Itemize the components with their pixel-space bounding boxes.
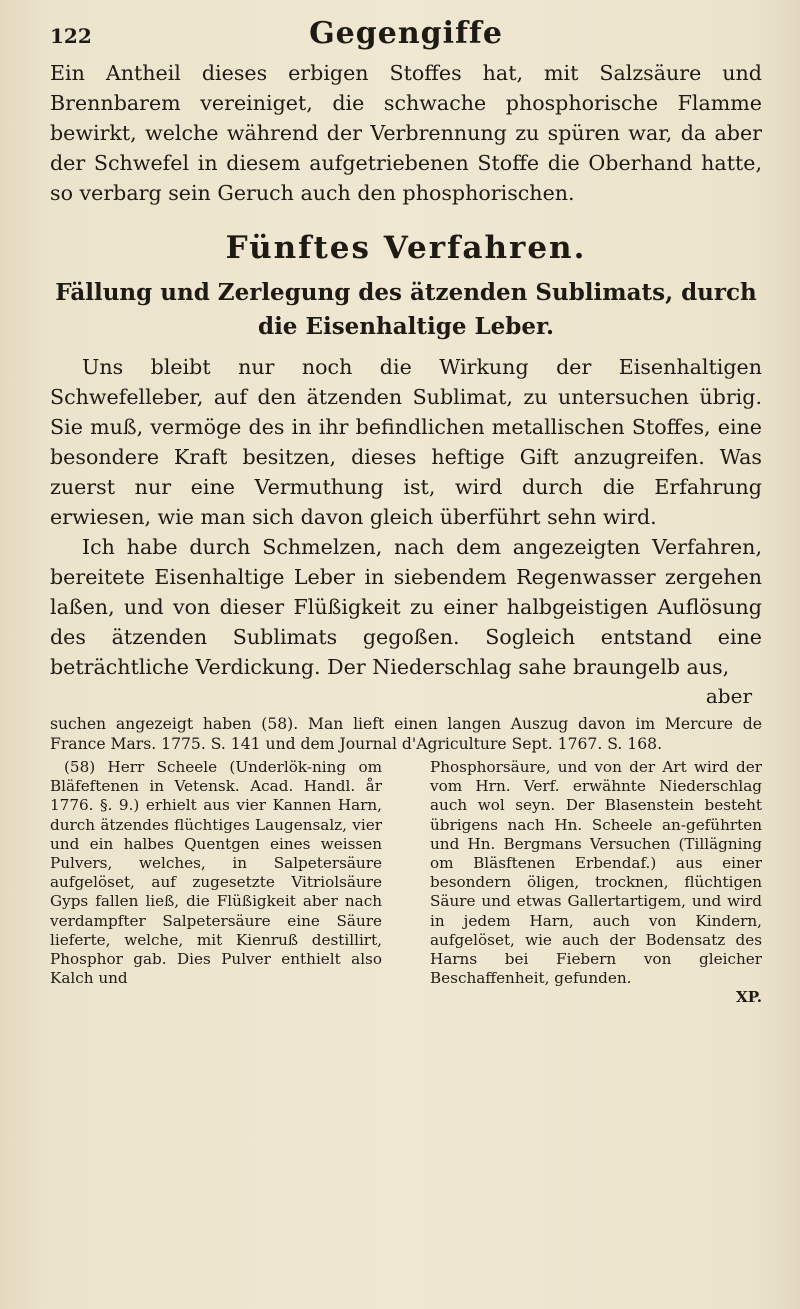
paragraph-2: Ich habe durch Schmelzen, nach dem angezeigten Verfahren, bereitete Eisenhaltige Leber in siebendem Regenwasser zergehen laßen, und von dieser Flüßigkeit zu einer halbgeistigen Auflösung des ätzenden Sublimats gegoßen. Sogleich entstand eine beträchtliche Verdickung. Der Niederschlag sahe braungelb aus, xyxy=(50,535,762,679)
footnote-right-column xyxy=(430,758,762,1008)
paragraph-1: Uns bleibt nur noch die Wirkung der Eisenhaltigen Schwefelleber, auf den ätzenden Sublimat, zu untersuchen übrig. Sie muß, vermöge des in ihr befindlichen metallischen Stoffes, eine besondere Kraft besitzen, dieses heftige Gift anzugreifen. Was zuerst nur eine Vermuthung ist, wird durch die Erfahrung erwiesen, wie man sich davon gleich überführt sehn wird. xyxy=(50,355,762,529)
section-subheading: Fällung und Zerlegung des ätzenden Sublimats, durch die Eisenhaltige Leber. xyxy=(55,279,757,340)
footnote-signature: XP. xyxy=(736,988,762,1007)
section-heading: Fünftes Verfahren. xyxy=(225,230,587,266)
footnote-58 xyxy=(50,758,762,1008)
footnote-right-text: Phosphorsäure, und von der Art wird der vom Hrn. Verf. erwähnte Niederschlag auch wol seyn. Der Blasenstein besteht übrigens nach Hn. Scheele an-geführten und Hn. Bergmans Versuchen (Tillägning om Bläsftenen Erbendaf.) aus einer besondern öligen, trocknen, flüchtigen Säure und etwas Gallertartigem, und wird in jedem Harn, auch von Kindern, aufgelöset, wie auch der Bodensatz des Harns bei Fiebern von gleicher Beschaffenheit, gefunden. xyxy=(430,758,762,988)
footnote-continuation: suchen angezeigt haben (58). Man lieft einen langen Auszug davon im Mercure de France Mars. 1775. S. 141 und dem Journal d'Agriculture Sept. 1767. S. 168. xyxy=(50,715,762,753)
running-title: Gegengiffe xyxy=(309,16,503,51)
footnote-left-text: (58) Herr Scheele (Underlök-ning om Bläfeftenen in Vetensk. Acad. Handl. år 1776. §. 9.) erhielt aus vier Kannen Harn, durch ätzendes flüchtiges Laugensalz, vier und ein halbes Quentgen eines weissen Pulvers, welches, in Salpetersäure aufgelöset, auf zugesetzte Vitriolsäure Gyps fallen ließ, die Flüßigkeit aber nach verdampfter Salpetersäure eine Säure lieferte, welche, mit Kienruß destillirt, Phosphor gab. Dies Pulver enthielt also Kalch und xyxy=(50,758,382,988)
running-head xyxy=(50,16,762,58)
intro-paragraph: Ein Antheil dieses erbigen Stoffes hat, mit Salzsäure und Brennbarem vereiniget, die schwache phosphorische Flamme bewirkt, welche während der Verbrennung zu spüren war, da aber der Schwefel in diesem aufgetriebenen Stoffe die Oberhand hatte, so verbarg sein Geruch auch den phosphorischen. xyxy=(50,61,762,205)
catchword: aber xyxy=(705,684,752,708)
body-text xyxy=(50,58,762,708)
page-number: 122 xyxy=(50,24,92,48)
footnote-left-column xyxy=(50,758,382,1008)
